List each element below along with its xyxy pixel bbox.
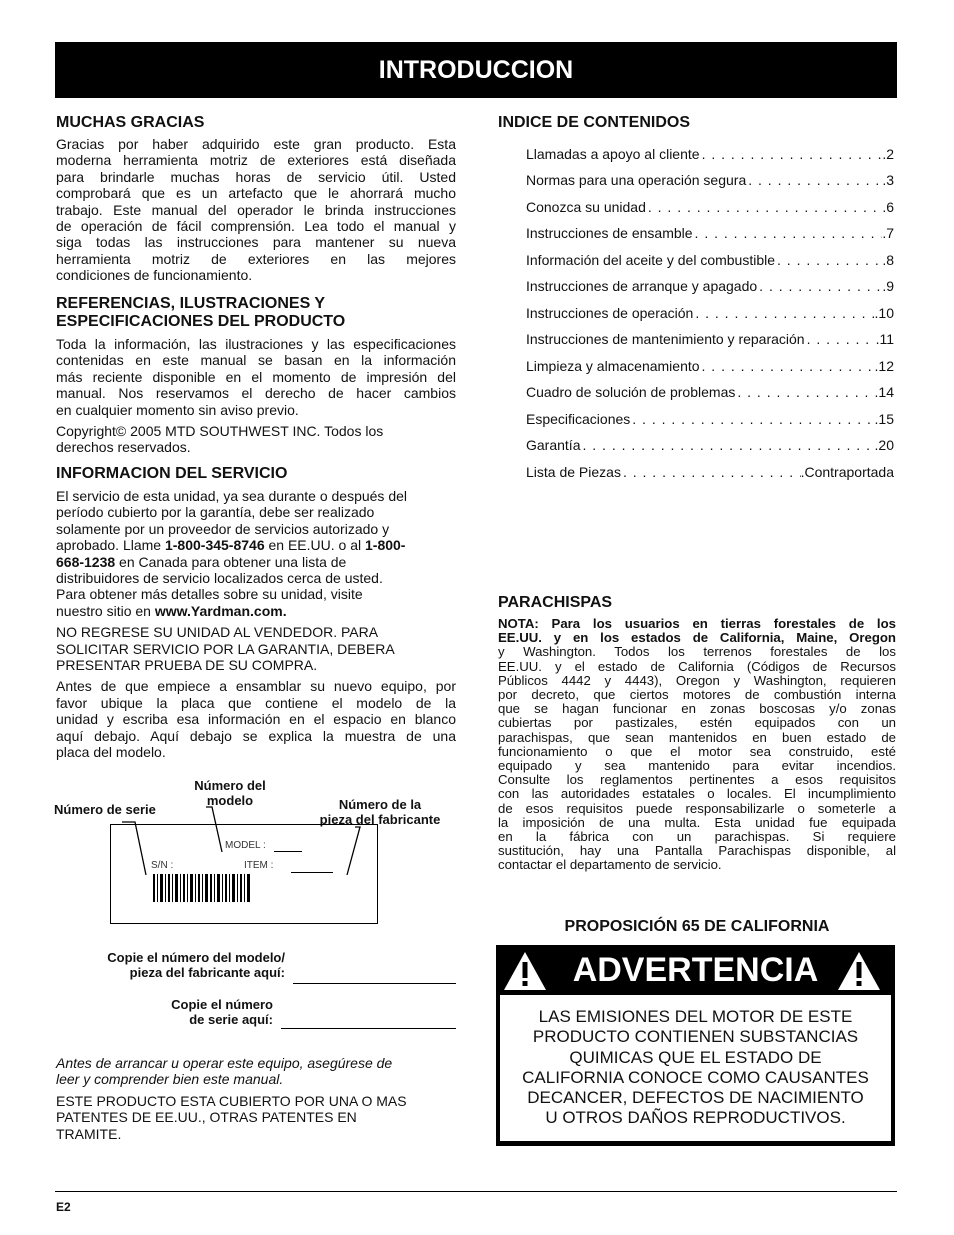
toc-leader <box>746 172 882 188</box>
text-line: pieza del fabricante <box>319 812 441 827</box>
toc-item[interactable] <box>526 252 894 268</box>
text-line: por decreto, que ciertos motores de combustión interna <box>498 687 896 703</box>
text-line: distribuidores de servicio localizados cerca de usted. <box>56 570 383 587</box>
text-line: manual. Nos reservamos el derecho de hacer cambios <box>56 385 456 402</box>
text-line: PRESENTAR PRUEBA DE SU COMPRA. <box>56 657 318 674</box>
text-line: y Washington. Todos los terrenos forestales de los <box>498 644 896 660</box>
toc-item-page: .11 <box>875 331 894 347</box>
text-line: Gracias por haber adquirido este gran producto. Esta <box>56 136 456 152</box>
text-line: período cubierto por la garantía, debe ser realizado <box>56 504 375 521</box>
toc-heading: INDICE DE CONTENIDOS <box>498 114 691 131</box>
copyright <box>56 423 456 456</box>
text-line: más reciente disponible en el momento de impresión del <box>56 368 456 385</box>
muchas-gracias-heading: MUCHAS GRACIAS <box>56 114 205 131</box>
toc-item-title: Instrucciones de ensamble <box>526 225 693 241</box>
text-line: para brindarle muchas horas de servicio útil. Usted <box>56 168 456 185</box>
text-line: modelo <box>206 793 254 808</box>
toc-item-title: Información del aceite y del combustible <box>526 252 776 268</box>
text-line: unidad y escriba esa información en el espacio en blanco <box>56 711 456 728</box>
toc-item-title: Instrucciones de arranque y apagado <box>526 278 758 294</box>
text-line: de serie aquí: <box>189 1012 273 1027</box>
toc-item-page: .10 <box>874 305 894 321</box>
patent-note <box>56 1093 456 1142</box>
toc-leader <box>775 252 882 268</box>
text-line: siga todas las instrucciones para mantener su nueva <box>56 234 456 251</box>
text-line <box>56 554 456 570</box>
servicio-section <box>56 465 456 761</box>
text-line: funcionamiento o que el motor sea construido, esté <box>498 743 896 759</box>
text-line: DECANCER, DEFECTOS DE NACIMIENTO <box>527 1088 864 1108</box>
toc-item-page: .8 <box>882 252 894 268</box>
toc-item-title: Garantía <box>526 437 581 453</box>
toc-item-title: Limpieza y almacenamiento <box>526 358 700 374</box>
text-line: Toda la información, las ilustraciones y las especificaciones <box>56 336 456 352</box>
toc-item[interactable] <box>526 172 894 188</box>
servicio-body-2 <box>56 678 456 760</box>
text-line: Copyright© 2005 MTD SOUTHWEST INC. Todos los <box>56 423 384 440</box>
text-line: NOTA: Para los usuarios en tierras forestales de los <box>498 616 896 631</box>
text-line: El servicio de esta unidad, ya sea durante o después del <box>56 488 408 504</box>
text-line: con las autoridades estatales o locales. El incumplimiento <box>498 786 896 802</box>
text-line: Antes de arrancar u operar este equipo, asegúrese de <box>56 1055 393 1071</box>
toc-item-page: .15 <box>874 411 894 427</box>
text-line: ESTE PRODUCTO ESTA CUBIERTO POR UNA O MAS <box>56 1093 407 1109</box>
toc-item-title: Cuadro de solución de problemas <box>526 384 736 400</box>
text-line: en cualquier momento sin aviso previo. <box>56 401 299 418</box>
parachispas-section <box>498 594 896 873</box>
plate-model-label: MODEL : <box>225 840 266 851</box>
toc-item[interactable] <box>526 146 894 162</box>
text-line: placa del modelo. <box>56 744 166 761</box>
toc-item-title: Lista de Piezas <box>526 464 621 480</box>
toc-leader <box>693 225 883 241</box>
plate-sn-label: S/N : <box>151 860 174 871</box>
copy-serial-label <box>56 997 273 1027</box>
text-line: comprobará que es un artefacto que le ahorrará mucho <box>56 185 456 202</box>
toc-item-page: .12 <box>874 358 894 374</box>
phone-canada-part1: 1-800- <box>365 537 406 554</box>
text-line: Número de la <box>338 797 422 812</box>
warning-box <box>496 945 895 1146</box>
text-line: la imposición de una multa. Esta unidad fue equipada <box>498 814 896 830</box>
text-line: pieza del fabricante aquí: <box>129 965 285 980</box>
toc-item-title: Instrucciones de mantenimiento y reparación <box>526 331 805 347</box>
toc-leader <box>580 437 874 453</box>
text-line: PRODUCTO CONTIENEN SUBSTANCIAS <box>532 1027 859 1047</box>
text-line: solamente por un proveedor de servicios autorizado y <box>56 520 390 537</box>
toc-leader <box>757 278 882 294</box>
text-line: aquí debajo. Aquí debajo se explica la muestra de una <box>56 727 456 744</box>
text-line: Consulte los reglamentos pertinentes a esos requisitos <box>498 772 896 788</box>
text-line: Públicos 4442 y 4443), Oregon y Washington, requieren <box>498 672 896 688</box>
toc-item-title: Conozca su unidad <box>526 199 646 215</box>
toc-item[interactable] <box>526 199 894 215</box>
toc-item-page: .2 <box>882 146 894 162</box>
text-line: PATENTES DE EE.UU., OTRAS PATENTES EN <box>56 1109 357 1126</box>
toc-item[interactable] <box>526 411 894 427</box>
copy-model-label <box>56 950 285 980</box>
warning-body <box>500 995 891 1141</box>
toc-item[interactable] <box>526 358 894 374</box>
copy-serial-field[interactable] <box>281 1028 456 1029</box>
text-line: EE.UU. y el estado de California (Códigos de Recursos <box>498 658 896 674</box>
text-line: U OTROS DAÑOS REPRODUCTIVOS. <box>545 1108 846 1128</box>
toc-item-page: .14 <box>874 384 894 400</box>
text-line: contenidas en este manual se basan en la información <box>56 352 456 369</box>
text-line: Antes de que empiece a ensamblar su nuevo equipo, por <box>56 678 456 695</box>
toc-item[interactable] <box>526 278 894 294</box>
text-span: aprobado. Llame <box>56 537 165 554</box>
toc-leader <box>646 199 882 215</box>
warning-triangle-icon <box>837 951 881 991</box>
toc-leader <box>700 358 875 374</box>
phone-usa: 1-800-345-8746 <box>164 537 265 554</box>
phone-canada-part2: 668-1238 <box>56 553 116 570</box>
muchas-gracias-body <box>56 136 456 284</box>
toc-leader <box>630 411 874 427</box>
warning-triangle-icon <box>503 951 547 991</box>
toc-item-title: Especificaciones <box>526 411 631 427</box>
text-line: favor ubique la placa que contiene el modelo de la <box>56 694 456 711</box>
website-link[interactable]: www.Yardman.com. <box>154 602 287 619</box>
text-line: LAS EMISIONES DEL MOTOR DE ESTE <box>538 1007 853 1026</box>
parachispas-heading: PARACHISPAS <box>498 594 613 611</box>
toc-item-title: Llamadas a apoyo al cliente <box>526 146 700 162</box>
italic-note <box>56 1055 456 1088</box>
text-line: de esos requisitos puede responsabilizarle o someterle a <box>498 800 896 816</box>
toc-leader <box>805 331 876 347</box>
text-line: moderna herramienta motriz de exteriores está diseñada <box>56 152 456 169</box>
referencias-body <box>56 336 456 418</box>
servicio-caps <box>56 624 456 673</box>
warning-title-text: ADVERTENCIA <box>572 950 819 989</box>
prop65-heading-text: PROPOSICIÓN 65 DE CALIFORNIA <box>564 918 830 935</box>
page-number: E2 <box>56 1200 71 1214</box>
toc-leader <box>621 464 801 480</box>
diagram-label-serial: Número de serie <box>54 802 156 817</box>
page-title: INTRODUCCION <box>378 55 574 84</box>
toc-item-page: .3 <box>882 172 894 188</box>
text-line: TRAMITE. <box>56 1125 122 1142</box>
plate-item-label: ITEM : <box>244 860 274 871</box>
text-line: en la fábrica con un parachispas. Si requiere <box>498 829 896 845</box>
text-line: trabajo. Este manual del operador le brinda instrucciones <box>56 201 456 218</box>
text-line: Número del <box>194 778 266 793</box>
text-line: parachispas, que sean mantenidos en buen estado de <box>498 729 896 745</box>
toc-item[interactable] <box>526 464 894 480</box>
text-line: Para obtener más detalles sobre su unidad, visite <box>56 586 363 603</box>
toc-item[interactable] <box>526 305 894 321</box>
toc-item-page: .6 <box>882 199 894 215</box>
toc-item-title: Normas para una operación segura <box>526 172 747 188</box>
text-line <box>56 537 456 553</box>
text-line: QUIMICAS QUE EL ESTADO DE <box>569 1047 822 1067</box>
toc-item-page: .9 <box>882 278 894 294</box>
text-span: en Canada para obtener una lista de <box>115 553 347 570</box>
toc-item[interactable] <box>526 384 894 400</box>
text-line: de operación de fácil comprensión. Lea todo el manual y <box>56 218 456 235</box>
text-line: sustitución, hay una Pantalla Parachispas disponible, al <box>498 843 896 859</box>
text-line: leer y comprender bien este manual. <box>56 1071 284 1088</box>
text-line: SOLICITAR SERVICIO POR LA GARANTIA, DEBERA <box>56 640 395 657</box>
toc-leader <box>693 305 874 321</box>
toc-item-page: .7 <box>882 225 894 241</box>
referencias-section <box>56 295 456 456</box>
text-line: herramienta motriz de exteriores en las mejores <box>56 250 456 267</box>
text-line: contactar el departamento de servicio. <box>498 857 722 873</box>
copy-model-field[interactable] <box>293 983 456 984</box>
servicio-body <box>56 488 456 619</box>
toc-item[interactable] <box>526 225 894 241</box>
text-span: en EE.UU. o al <box>264 537 365 554</box>
text-span: nuestro sitio en <box>56 602 155 619</box>
text-line: Copie el número <box>171 997 273 1012</box>
toc-item-page: .20 <box>874 437 894 453</box>
referencias-heading-1: REFERENCIAS, ILUSTRACIONES Y <box>56 295 326 312</box>
footer-divider <box>55 1191 897 1192</box>
referencias-heading-2: ESPECIFICACIONES DEL PRODUCTO <box>56 313 346 330</box>
text-line: derechos reservados. <box>56 439 191 456</box>
toc-item-title: Instrucciones de operación <box>526 305 694 321</box>
text-line: CALIFORNIA CONOCE COMO CAUSANTES <box>522 1067 869 1087</box>
text-line: que se hagan funcionar en zonas boscosas y/o zonas <box>498 701 896 717</box>
text-line: equipado y sea mantenido para evitar incendios. <box>498 758 896 774</box>
prop65-heading <box>498 918 896 936</box>
toc-item[interactable] <box>526 437 894 453</box>
toc-section <box>498 114 896 494</box>
text-line: NO REGRESE SU UNIDAD AL VENDEDOR. PARA <box>56 624 379 641</box>
text-line <box>56 603 456 619</box>
text-line: condiciones de funcionamiento. <box>56 267 253 284</box>
diagram-callout-lines <box>100 795 460 885</box>
toc-item[interactable] <box>526 331 894 347</box>
warning-title <box>496 945 895 995</box>
toc-leader <box>735 384 874 400</box>
text-line: cubiertas por pastizales, estén equipados con un <box>498 715 896 731</box>
parachispas-body <box>498 617 896 873</box>
servicio-heading: INFORMACION DEL SERVICIO <box>56 465 288 482</box>
text-line: EE.UU. y en los estados de California, Maine, Oregon <box>498 630 896 646</box>
toc-item-page: .Contraportada <box>800 464 894 480</box>
text-line: Copie el número del modelo/ <box>107 950 285 965</box>
page-banner <box>55 42 897 98</box>
toc-leader <box>700 146 883 162</box>
muchas-gracias-section <box>56 114 456 284</box>
